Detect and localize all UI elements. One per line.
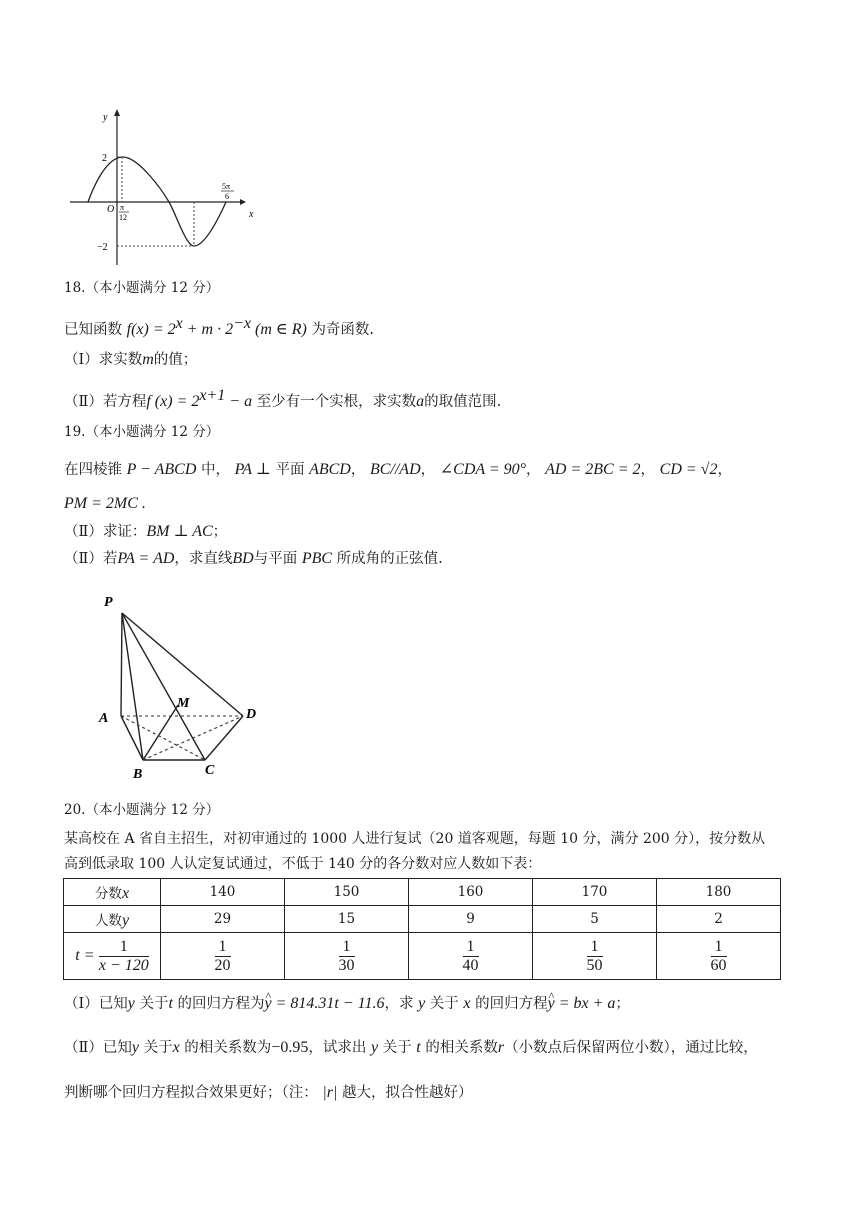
t-frac	[711, 938, 727, 975]
table-row-t-label	[64, 933, 161, 980]
q20-part1	[64, 994, 630, 1014]
y-tick-top: 2	[102, 153, 107, 164]
q19-line1	[64, 460, 732, 480]
q19-l1-e: ，	[420, 462, 436, 478]
t-den: 50	[586, 956, 603, 974]
q20-l3-r: |r|	[322, 1084, 338, 1101]
q20-p1-y: y	[127, 995, 135, 1012]
q20-p2-y: y	[131, 1039, 139, 1056]
row3-frac	[99, 938, 149, 975]
table-cell	[285, 933, 409, 980]
q18-stem-c: + m · 2	[182, 320, 234, 338]
table-cell: 5	[533, 906, 657, 933]
q20-p2-r: r	[497, 1039, 505, 1056]
q18-stem-a: 已知函数	[64, 321, 122, 338]
t-frac	[215, 938, 231, 975]
y-tick-bottom: −2	[97, 242, 108, 253]
q20-l3-b: 越大，拟合性越好）	[342, 1085, 473, 1101]
t-num: 1	[587, 938, 603, 957]
label-d: D	[246, 707, 257, 722]
t-frac	[339, 938, 355, 975]
row3-den: x − 120	[98, 956, 149, 974]
q19-part2	[64, 549, 443, 569]
q19-l1-m5: ∠CDA = 90°	[439, 461, 527, 478]
label-c: C	[205, 763, 215, 778]
x-tick-1-num: π	[120, 203, 125, 212]
q19-l1-m4: BC//AD	[369, 461, 421, 478]
q20-p1-a: （Ⅰ）已知	[64, 996, 128, 1012]
q20-p2-g: （小数点后保留两位小数），通过比较，	[504, 1040, 758, 1056]
t-num: 1	[463, 938, 479, 957]
q20-line2: 高到低录取 100 人认定复试通过，不低于 140 分的各分数对应人数如下表：	[64, 856, 542, 872]
q20-p2-x: x	[172, 1039, 180, 1056]
table-cell: 180	[657, 879, 781, 906]
q18-part2-c: 的取值范围.	[424, 393, 502, 410]
q19-p2-b: ，求直线	[174, 551, 233, 567]
q19-p2-m1: PA = AD	[117, 550, 175, 567]
q19-p2-a: （Ⅱ）若	[64, 551, 118, 567]
q20-p1-t: t	[168, 995, 173, 1012]
q20-p1-y2: y	[418, 995, 426, 1012]
q20-p2-t: t	[416, 1039, 421, 1056]
q18-part2-b: 至少有一个实根，求实数	[256, 393, 417, 410]
q20-line3	[64, 1083, 473, 1103]
q18-part1-a: （Ⅰ）求实数	[64, 352, 143, 368]
q19-l1-m3: ABCD	[309, 461, 351, 478]
q20-p1-f: 的回归方程	[475, 996, 548, 1012]
table-cell: 150	[285, 879, 409, 906]
q19-line2: PM = 2MC .	[64, 495, 146, 512]
t-frac	[463, 938, 479, 975]
q18-part1	[64, 350, 197, 370]
q20-p1-d: ，求	[384, 996, 414, 1012]
t-den: 60	[710, 956, 727, 974]
table-cell: 140	[161, 879, 285, 906]
q19-l1-d: ，	[350, 462, 366, 478]
q18-header: 18.（本小题满分 12 分）	[64, 280, 220, 296]
q19-part1	[64, 522, 227, 542]
table-cell: 29	[161, 906, 285, 933]
q20-p2-val: −0.95	[271, 1039, 309, 1056]
q18-stem-d: (m ∈ R)	[251, 320, 307, 338]
q20-p1-c: 的回归方程为	[177, 996, 265, 1012]
q18-stem-b: (x) = 2	[131, 320, 176, 338]
q18-stem-e: 为奇函数.	[311, 321, 375, 338]
q20-p2-d: ，试求出	[308, 1040, 367, 1056]
x-axis-label: x	[249, 209, 254, 220]
table-row-count	[64, 906, 781, 933]
q19-p2-c: 与平面	[253, 551, 298, 567]
x-tick-2-num: 5π	[222, 182, 231, 191]
q18-stem-func: f	[126, 320, 132, 338]
table-cell	[657, 933, 781, 980]
q19-l1-m1: P − ABCD	[126, 461, 197, 478]
pyramid-figure	[95, 588, 275, 783]
q18-part2-eq2: − a	[225, 392, 253, 410]
row2-label: 人数	[94, 912, 122, 929]
q19-l1-h: ，	[717, 462, 732, 478]
table-row-score-label	[64, 879, 161, 906]
q19-p1-a: （Ⅱ）求证：	[64, 524, 147, 540]
sine-graph	[64, 100, 264, 265]
t-frac	[587, 938, 603, 975]
label-a: A	[99, 711, 109, 726]
table-cell: 15	[285, 906, 409, 933]
q19-l1-m2: PA ⊥	[234, 461, 271, 478]
q20-p1-eq: ^ y = 814.31t − 11.6	[265, 994, 385, 1014]
row3-lhs: t =	[75, 946, 95, 964]
q18-part2-eq: f (x) = 2	[146, 392, 200, 410]
edge-bd	[143, 716, 243, 760]
q20-p1-e: 关于	[429, 996, 459, 1012]
x-axis-arrow	[240, 199, 246, 205]
q20-p2-c: 的相关系数为	[184, 1040, 272, 1056]
table-row-t	[64, 933, 781, 980]
q20-p2-a: （Ⅱ）已知	[64, 1040, 132, 1056]
q18-part1-m: m	[142, 351, 154, 368]
origin-label: O	[107, 204, 115, 215]
label-m: M	[177, 696, 190, 711]
q19-l1-b: 中，	[200, 462, 230, 478]
q20-p2-y2: y	[370, 1039, 379, 1056]
q18-stem-b-sup: x	[175, 315, 183, 332]
q20-p2-b: 关于	[143, 1040, 173, 1056]
table-row-count-label	[64, 906, 161, 933]
table-cell: 2	[657, 906, 781, 933]
label-p: P	[104, 595, 113, 610]
t-den: 30	[338, 956, 355, 974]
q18-part2	[64, 386, 501, 412]
q19-p2-m2: BD	[232, 550, 254, 567]
q19-l1-m7: CD = √2	[659, 461, 718, 478]
q19-p2-d: 所成角的正弦值.	[336, 551, 443, 567]
row1-label: 分数	[94, 885, 122, 902]
row3-num: 1	[99, 938, 149, 957]
t-den: 20	[214, 956, 231, 974]
x-tick-1-den: 12	[119, 213, 127, 222]
q20-p2-e: 关于	[382, 1040, 412, 1056]
q20-l3-a: 判断哪个回归方程拟合效果更好；（注：	[64, 1085, 318, 1101]
q19-l1-c: 平面	[275, 462, 305, 478]
y-axis-arrow	[114, 109, 120, 116]
q19-l1-a: 在四棱锥	[64, 462, 122, 478]
x-tick-2-den: 6	[225, 192, 229, 201]
q19-p2-m3: PBC	[301, 550, 333, 567]
t-den: 40	[462, 956, 479, 974]
table-cell: 160	[409, 879, 533, 906]
table-cell	[161, 933, 285, 980]
q20-line1: 某高校在 A 省自主招生，对初审通过的 1000 人进行复试（20 道客观题，每题 10 分，满分 200 分），按分数从	[64, 831, 766, 847]
row1-var: x	[121, 884, 130, 902]
q20-p1-eq2: ^ y = bx + a	[548, 994, 616, 1014]
q18-part1-b: 的值；	[153, 352, 198, 368]
q18-part2-a: （Ⅱ）若方程	[64, 393, 147, 410]
q19-p1-b: ；	[212, 524, 228, 540]
table-row-score	[64, 879, 781, 906]
table-cell: 170	[533, 879, 657, 906]
q20-p2-f: 的相关系数	[425, 1040, 498, 1056]
q18-stem-c-sup: −x	[233, 315, 251, 332]
t-num: 1	[215, 938, 231, 957]
q18-part2-sup: x+1	[199, 387, 226, 404]
q20-part2	[64, 1038, 758, 1058]
q19-p1-m: BM ⊥ AC	[146, 523, 213, 540]
table-cell	[533, 933, 657, 980]
q20-p1-b: 关于	[139, 996, 169, 1012]
table-cell	[409, 933, 533, 980]
edge-pa	[121, 613, 122, 716]
t-num: 1	[711, 938, 727, 957]
t-num: 1	[339, 938, 355, 957]
q18-part2-var: a	[416, 392, 425, 410]
q20-p1-g: ；	[615, 996, 630, 1012]
q19-header: 19.（本小题满分 12 分）	[64, 424, 220, 440]
q19-l1-f: ，	[526, 462, 541, 478]
row2-var: y	[121, 911, 130, 929]
table-cell: 9	[409, 906, 533, 933]
label-b: B	[133, 767, 143, 782]
q20-header: 20.（本小题满分 12 分）	[64, 802, 220, 818]
q18-stem	[64, 314, 374, 340]
y-axis-label: y	[103, 112, 108, 123]
edge-cd	[205, 716, 243, 760]
score-table	[63, 878, 781, 980]
q19-l1-m6: AD = 2BC = 2	[545, 461, 641, 478]
q20-p1-x: x	[463, 995, 471, 1012]
q19-l1-g: ，	[640, 462, 656, 478]
